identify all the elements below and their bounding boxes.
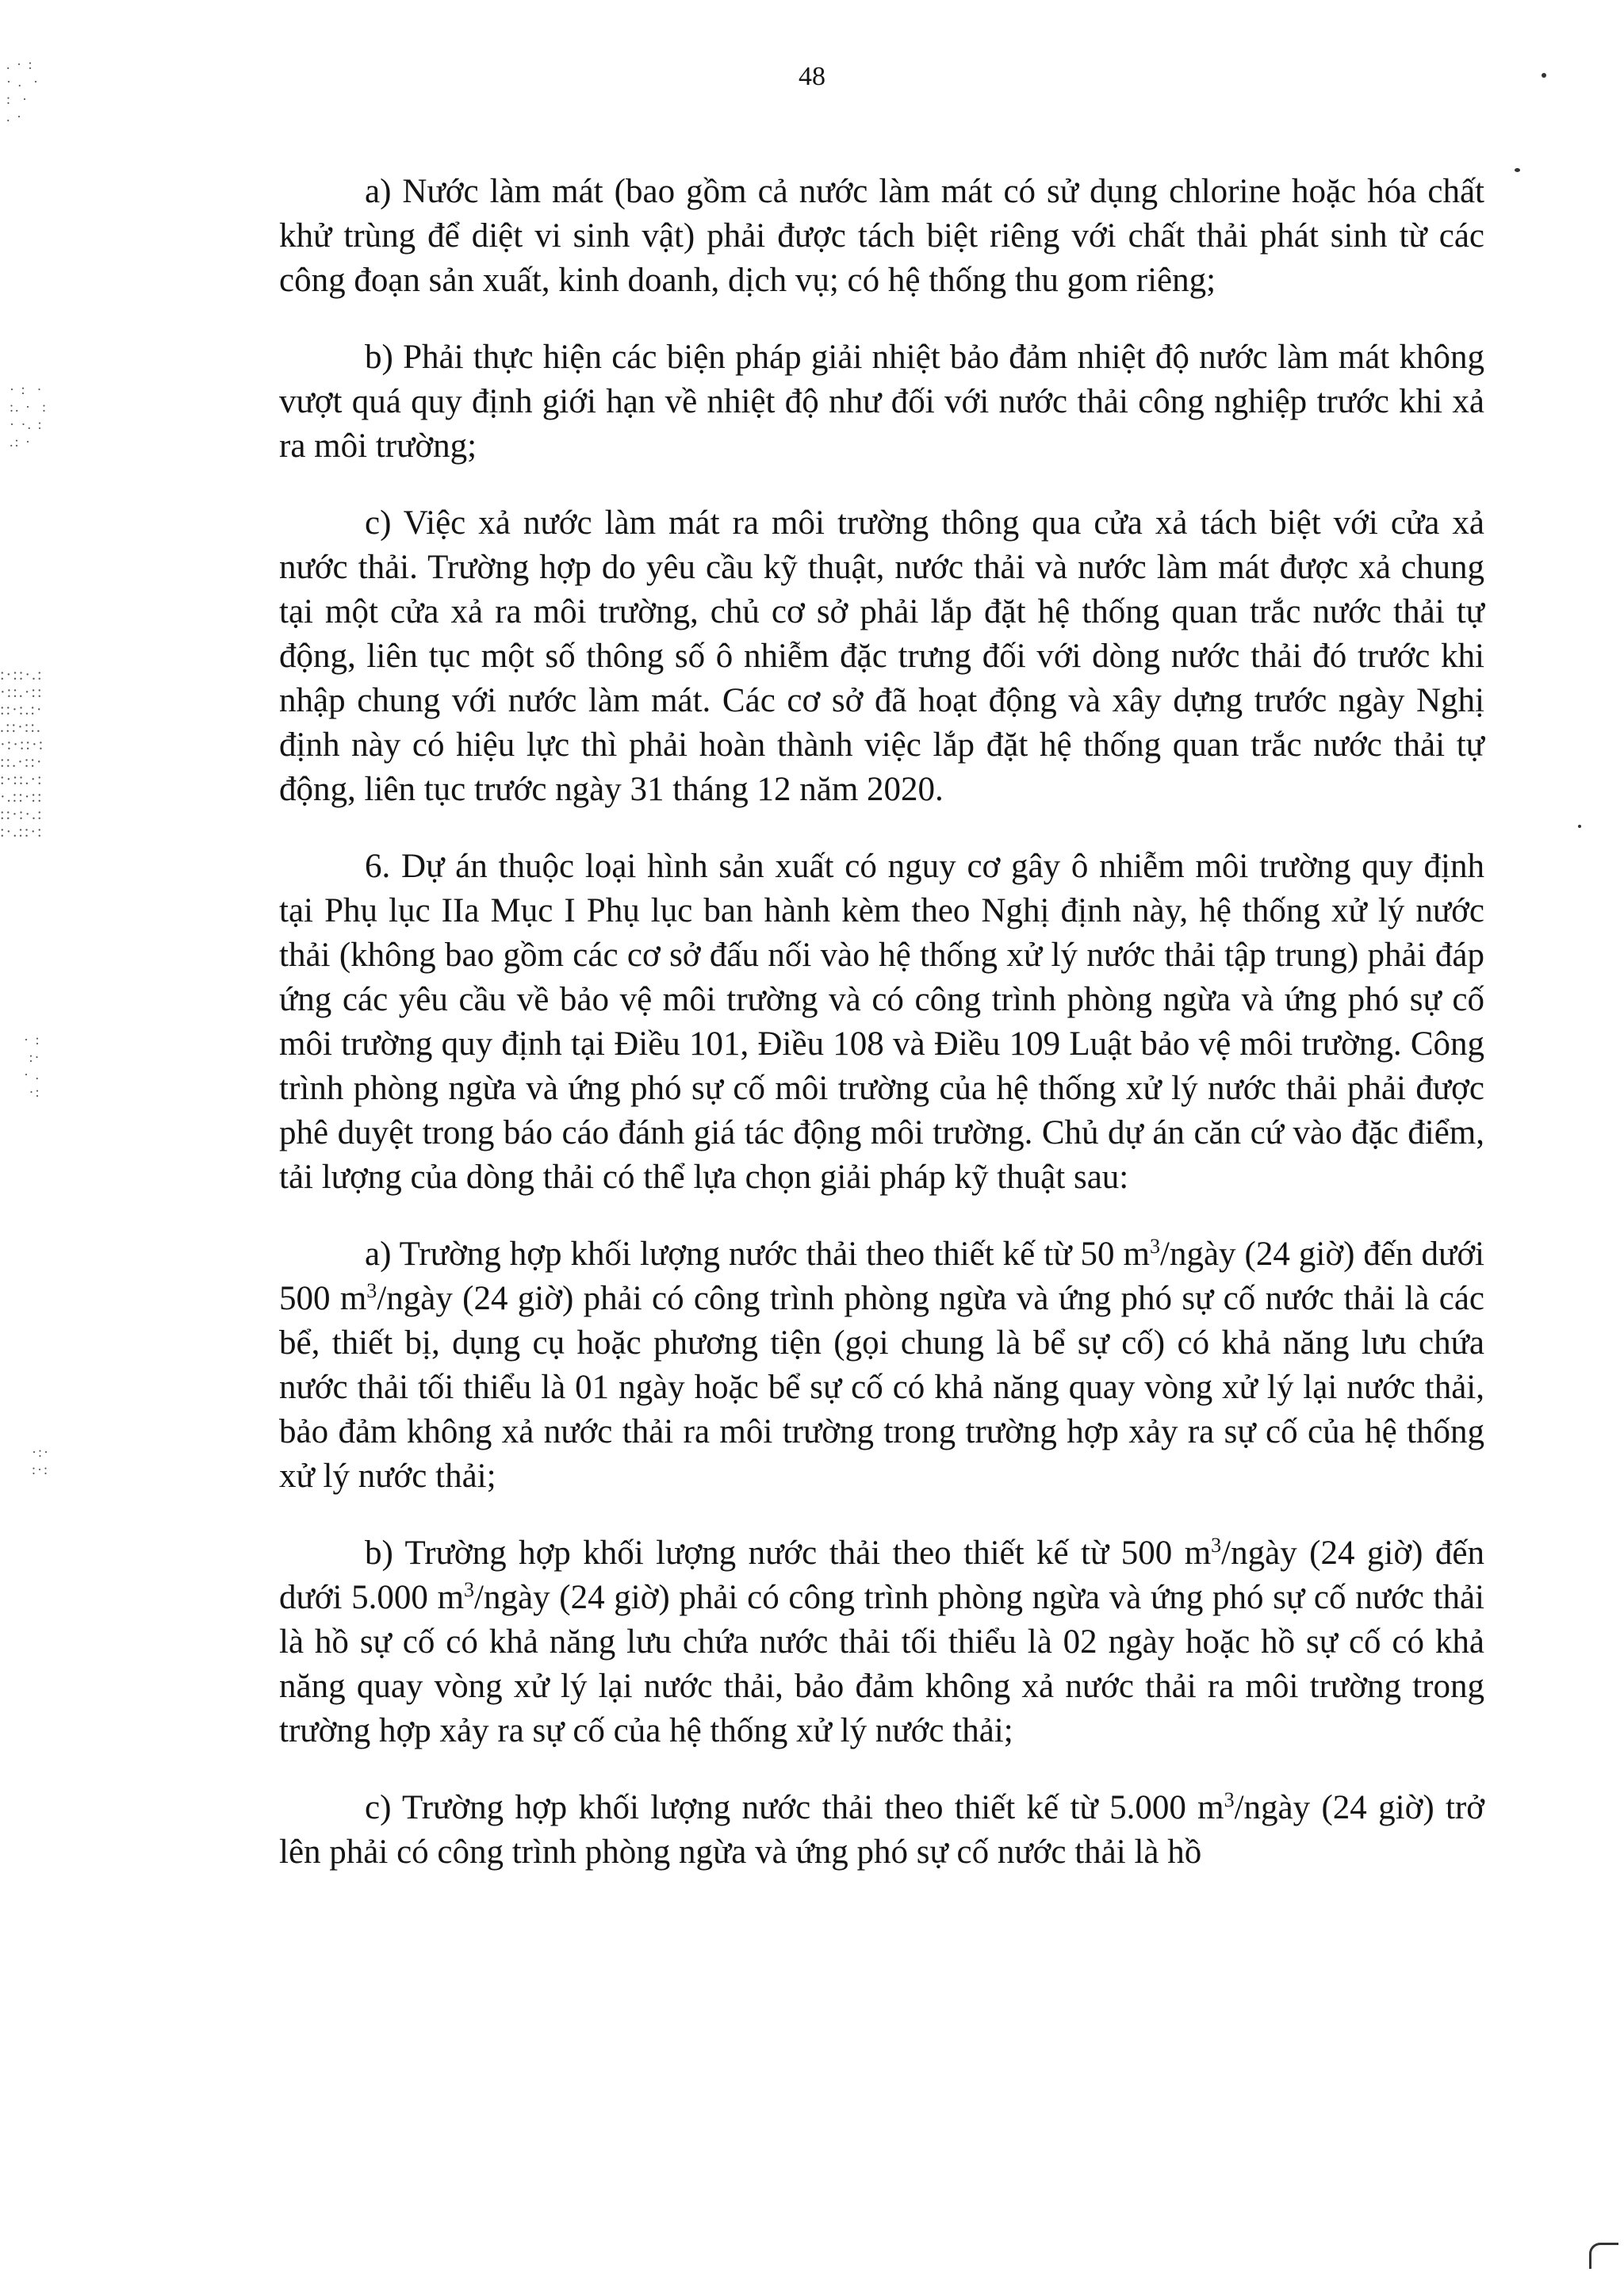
superscript-3: 3 bbox=[464, 1578, 475, 1601]
paragraph-6b-text-2: /ngày (24 giờ) đến dưới 5.000 m bbox=[279, 1534, 1484, 1616]
paragraph-6c bbox=[279, 1786, 1484, 1875]
page-number: 48 bbox=[799, 62, 825, 91]
paragraph-6a-text-3: /ngày (24 giờ) phải có công trình phòng ngừa và ứng phó sự cố nước thải là các bể, thiết bị, dụng cụ hoặc phương tiện (gọi chung là bể sự cố) có khả năng lưu chứa nước thải tối thiểu là 01 ngày hoặc bể sự cố có khả năng quay vòng xử lý lại nước thải, bảo đảm không xả nước thải ra môi trường trong trường hợp xảy ra sự cố của hệ thống xử lý nước thải; bbox=[279, 1280, 1484, 1495]
paragraph-5b: b) Phải thực hiện các biện pháp giải nhiệt bảo đảm nhiệt độ nước làm mát không vượt quá quy định giới hạn về nhiệt độ như đối với nước thải công nghiệp trước khi xả ra môi trường; bbox=[279, 339, 1484, 465]
paragraph-6a-text-2: /ngày (24 giờ) đến dưới 500 m bbox=[279, 1236, 1485, 1317]
paragraph-5a: a) Nước làm mát (bao gồm cả nước làm mát có sử dụng chlorine hoặc hóa chất khử trùng để diệt vi sinh vật) phải được tách biệt riêng với chất thải phát sinh từ các công đoạn sản xuất, kinh doanh, dịch vụ; có hệ thống thu gom riêng; bbox=[279, 173, 1484, 299]
scan-noise-left-band: :·::·.: ·::.·:: ::·:.:· .::·::. ·:·::·: ::.·::· :·::.·: ·.::·:: ::·:·.: :·.::·: bbox=[0, 666, 45, 841]
paragraph-5c: c) Việc xả nước làm mát ra môi trường thông qua cửa xả tách biệt với cửa xả nước thải. Trường hợp do yêu cầu kỹ thuật, nước thải và nước làm mát được xả chung tại một cửa xả ra môi trường, chủ cơ sở phải lắp đặt hệ thống quan trắc nước thải tự động, liên tục một số thông số ô nhiễm đặc trưng đối với dòng nước thải đó trước khi nhập chung với nước làm mát. Các cơ sở đã hoạt động và xây dựng trước ngày Nghị định này có hiệu lực thì phải hoàn thành việc lắp đặt hệ thống quan trắc nước thải tự động, liên tục trước ngày 31 tháng 12 năm 2020. bbox=[279, 504, 1484, 808]
superscript-3: 3 bbox=[1150, 1235, 1160, 1258]
paragraph-6b bbox=[279, 1531, 1484, 1753]
superscript-3: 3 bbox=[1224, 1788, 1235, 1811]
paragraph-6b-text-1: b) Trường hợp khối lượng nước thải theo thiết kế từ 500 m bbox=[365, 1534, 1212, 1572]
scan-speck-right bbox=[1515, 168, 1520, 172]
scan-noise-left-top: . · : · . · : · . · bbox=[6, 56, 40, 125]
paragraph-6c-text-1: c) Trường hợp khối lượng nước thải theo thiết kế từ 5.000 m bbox=[365, 1789, 1224, 1826]
superscript-3: 3 bbox=[366, 1279, 377, 1302]
paragraph-6: 6. Dự án thuộc loại hình sản xuất có nguy cơ gây ô nhiễm môi trường quy định tại Phụ lục IIa Mục I Phụ lục ban hành kèm theo Nghị định này, hệ thống xử lý nước thải (không bao gồm các cơ sở đấu nối vào hệ thống xử lý nước thải tập trung) phải đáp ứng các yêu cầu về bảo vệ môi trường và có công trình phòng ngừa và ứng phó sự cố môi trường quy định tại Điều 101, Điều 108 và Điều 109 Luật bảo vệ môi trường. Công trình phòng ngừa và ứng phó sự cố môi trường của hệ thống xử lý nước thải phải được phê duyệt trong báo cáo đánh giá tác động môi trường. Chủ dự án căn cứ vào đặc điểm, tải lượng của dòng thải có thể lựa chọn giải pháp kỹ thuật sau: bbox=[279, 848, 1484, 1196]
paragraph-6a-text-1: a) Trường hợp khối lượng nước thải theo thiết kế từ 50 m bbox=[365, 1236, 1150, 1273]
scan-speck-right-mid bbox=[1578, 825, 1581, 828]
superscript-3: 3 bbox=[1211, 1534, 1222, 1557]
paragraph-6b-text-3: /ngày (24 giờ) phải có công trình phòng ngừa và ứng phó sự cố nước thải là hồ sự cố có khả năng lưu chứa nước thải tối thiểu là 02 ngày hoặc hồ sự cố có khả năng quay vòng xử lý lại nước thải, bảo đảm không xả nước thải ra môi trường trong trường hợp xảy ra sự cố của hệ thống xử lý nước thải; bbox=[279, 1579, 1484, 1749]
paragraph-6c-text-2: /ngày (24 giờ) trở lên phải có công trình phòng ngừa và ứng phó sự cố nước thải là hồ bbox=[279, 1789, 1484, 1871]
document-body bbox=[279, 170, 1484, 1875]
scan-noise-left-low: · : :· · . ·: bbox=[24, 1032, 41, 1100]
paragraph-6a bbox=[279, 1232, 1484, 1499]
scan-noise-left-bottom: ·:· :·: bbox=[32, 1444, 50, 1477]
scan-noise-left-mid: · : · :. · : · ·. : .: · bbox=[10, 381, 48, 450]
corner-scan-mark bbox=[1589, 2243, 1618, 2269]
